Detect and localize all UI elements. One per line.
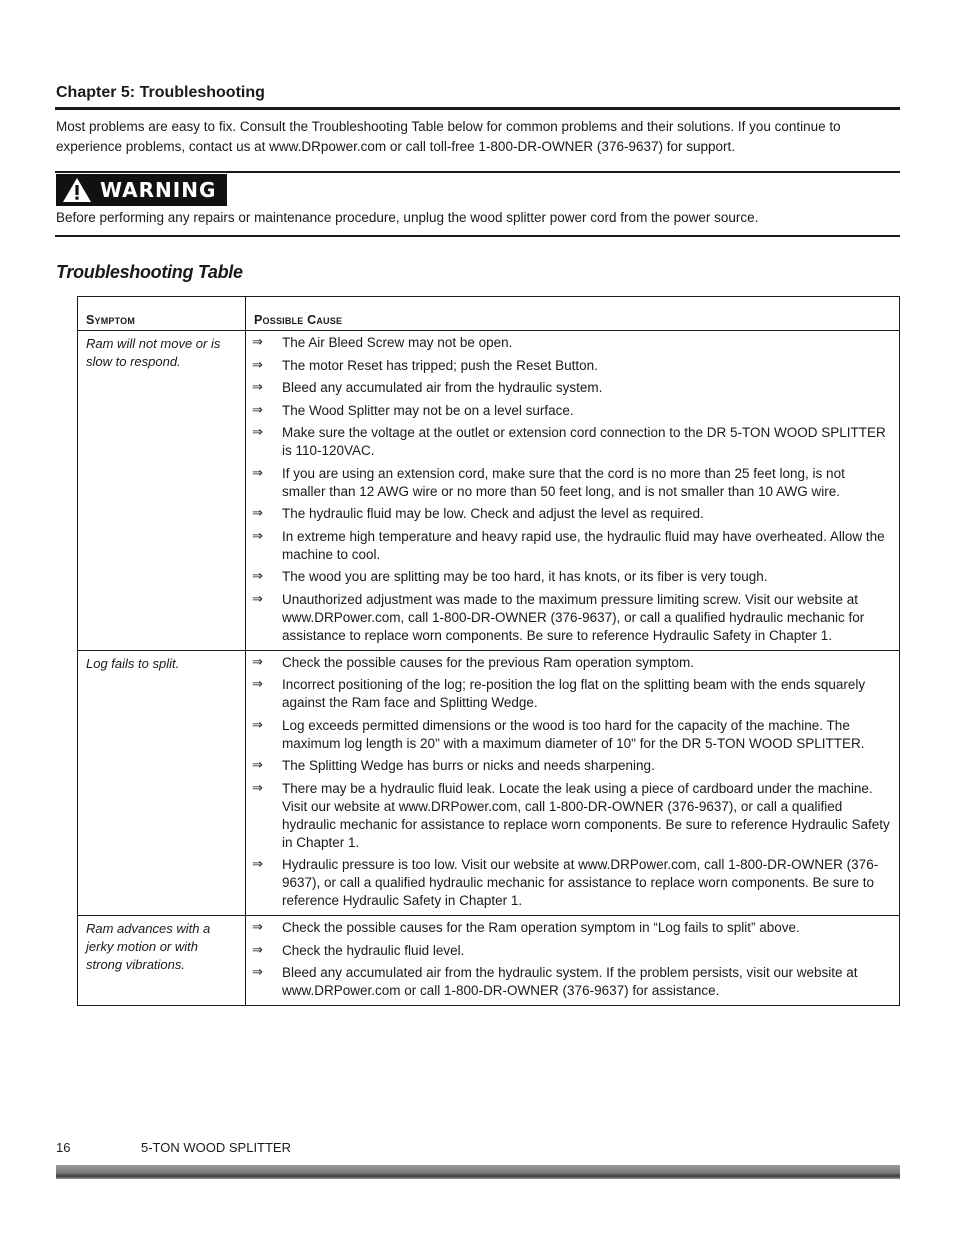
- cause-item: [252, 568, 891, 586]
- cause-item: [252, 424, 891, 460]
- cause-text: The motor Reset has tripped; push the Reset Button.: [282, 357, 598, 373]
- arrow-right-icon: ⇒: [252, 920, 263, 935]
- arrow-right-icon: ⇒: [252, 677, 263, 692]
- cause-item: [252, 379, 891, 397]
- cause-text: Check the possible causes for the previous Ram operation symptom.: [282, 654, 694, 670]
- arrow-right-icon: ⇒: [252, 506, 263, 521]
- causes-cell: [246, 331, 900, 651]
- chapter-title: Chapter 5: Troubleshooting: [56, 84, 265, 101]
- arrow-right-icon: ⇒: [252, 380, 263, 395]
- arrow-right-icon: ⇒: [252, 942, 263, 958]
- table-header-row: [78, 297, 900, 331]
- cause-item: [252, 942, 891, 960]
- cause-item: [252, 676, 891, 712]
- cause-item: [252, 591, 891, 645]
- cause-item: [252, 334, 891, 352]
- arrow-right-icon: ⇒: [252, 758, 263, 773]
- cause-text: The hydraulic fluid may be low. Check and adjust the level as required.: [282, 506, 704, 521]
- arrow-right-icon: ⇒: [252, 591, 263, 607]
- cause-text: Bleed any accumulated air from the hydraulic system. If the problem persists, visit our website at www.DRPower.com or call 1-800-DR-OWNER (376-9637) for assistance.: [282, 965, 858, 998]
- cause-item: [252, 357, 891, 375]
- cause-text: The wood you are splitting may be too hard, it has knots, or its fiber is very tough.: [282, 569, 768, 584]
- cause-item: [252, 402, 891, 420]
- arrow-right-icon: ⇒: [252, 857, 263, 872]
- arrow-right-icon: ⇒: [252, 780, 263, 796]
- footer-product-title: 5-TON WOOD SPLITTER: [141, 1140, 291, 1155]
- arrow-right-icon: ⇒: [252, 425, 263, 440]
- table-row: [78, 650, 900, 916]
- cause-text: Check the possible causes for the Ram operation symptom in “Log fails to split” above.: [282, 920, 800, 935]
- cause-item: [252, 465, 891, 501]
- cause-item: [252, 780, 891, 852]
- table-title: Troubleshooting Table: [56, 262, 243, 282]
- warning-top-rule: [55, 171, 900, 173]
- warning-badge: [56, 174, 227, 206]
- cause-text: The Splitting Wedge has burrs or nicks and needs sharpening.: [282, 758, 655, 773]
- warning-label: WARNING: [100, 178, 217, 202]
- cause-text: Log exceeds permitted dimensions or the wood is too hard for the capacity of the machine. The maximum log length is 20" with a maximum diameter of 10" for the DR 5-TON WOOD SPLITTER.: [282, 717, 865, 751]
- cause-item: [252, 717, 891, 753]
- arrow-right-icon: ⇒: [252, 569, 263, 584]
- footer-bar: [56, 1165, 900, 1179]
- arrow-right-icon: ⇒: [252, 357, 263, 373]
- causes-cell: [246, 916, 900, 1006]
- cause-text: Unauthorized adjustment was made to the maximum pressure limiting screw. Visit our website at www.DRPower.com, call 1-800-DR-OWNER (376-9637), or call a qualified hydraulic mechanic for assistance to replace worn components. Be sure to reference Hydraulic Safety in Chapter 1.: [282, 591, 865, 643]
- arrow-right-icon: ⇒: [252, 465, 263, 481]
- arrow-right-icon: ⇒: [252, 335, 263, 350]
- arrow-right-icon: ⇒: [252, 965, 263, 980]
- cause-text: There may be a hydraulic fluid leak. Locate the leak using a piece of cardboard under the machine. Visit our website at www.DRPower.com, call 1-800-DR-OWNER (376-9637), or call a qualified hydraulic mechanic for assistance to replace worn components. Be sure to reference Hydraulic Safety in Chapter 1.: [282, 780, 890, 850]
- cause-text: Hydraulic pressure is too low. Visit our website at www.DRPower.com, call 1-800-DR-OWNER (376-9637), or call a qualified hydraulic mechanic for assistance to replace worn components. Be sure to reference Hydraulic Safety in Chapter 1.: [282, 857, 879, 908]
- warning-bottom-rule: [55, 235, 900, 237]
- intro-paragraph: Most problems are easy to fix. Consult the Troubleshooting Table below for common problems and their solutions. If you continue to experience problems, contact us at www.DRpower.com or call toll-free 1-800-DR-OWNER (376-9637) for support.: [56, 119, 841, 154]
- cause-text: The Wood Splitter may not be on a level surface.: [282, 402, 574, 418]
- cause-text: The Air Bleed Screw may not be open.: [282, 335, 513, 350]
- symptom-cell: Ram advances with a jerky motion or with strong vibrations.: [78, 916, 246, 1006]
- header-possible-cause: Possible Cause: [246, 297, 900, 331]
- chapter-rule: [55, 107, 900, 110]
- page-number: 16: [56, 1140, 71, 1155]
- cause-text: Check the hydraulic fluid level.: [282, 942, 465, 958]
- table-row: [78, 916, 900, 1006]
- cause-text: In extreme high temperature and heavy rapid use, the hydraulic fluid may have overheated. Allow the machine to cool.: [282, 528, 885, 562]
- arrow-right-icon: ⇒: [252, 528, 263, 544]
- cause-text: Incorrect positioning of the log; re-position the log flat on the splitting beam with the ends squarely against the Ram face and Splitting Wedge.: [282, 677, 866, 710]
- cause-text: Make sure the voltage at the outlet or extension cord connection to the DR 5-TON WOOD SPLITTER is 110-120VAC.: [282, 425, 886, 458]
- cause-text: Bleed any accumulated air from the hydraulic system.: [282, 380, 603, 395]
- symptom-cell: Log fails to split.: [78, 650, 246, 916]
- warning-triangle-icon: [62, 177, 92, 203]
- cause-item: [252, 654, 891, 672]
- cause-item: [252, 757, 891, 775]
- arrow-right-icon: ⇒: [252, 654, 263, 670]
- cause-text: If you are using an extension cord, make sure that the cord is no more than 25 feet long, is not smaller than 12 AWG wire or no more than 50 feet long, and is not smaller than 10 AWG wire.: [282, 465, 845, 499]
- warning-text: Before performing any repairs or maintenance procedure, unplug the wood splitter power cord from the power source.: [56, 210, 759, 225]
- troubleshooting-table: [77, 296, 900, 1006]
- causes-cell: [246, 650, 900, 916]
- cause-item: [252, 964, 891, 1000]
- arrow-right-icon: ⇒: [252, 717, 263, 733]
- symptom-cell: Ram will not move or is slow to respond.: [78, 331, 246, 651]
- header-symptom: Symptom: [78, 297, 246, 331]
- arrow-right-icon: ⇒: [252, 402, 263, 418]
- cause-item: [252, 919, 891, 937]
- table-body: [78, 331, 900, 1006]
- cause-item: [252, 505, 891, 523]
- cause-item: [252, 528, 891, 564]
- table-row: [78, 331, 900, 651]
- cause-item: [252, 856, 891, 910]
